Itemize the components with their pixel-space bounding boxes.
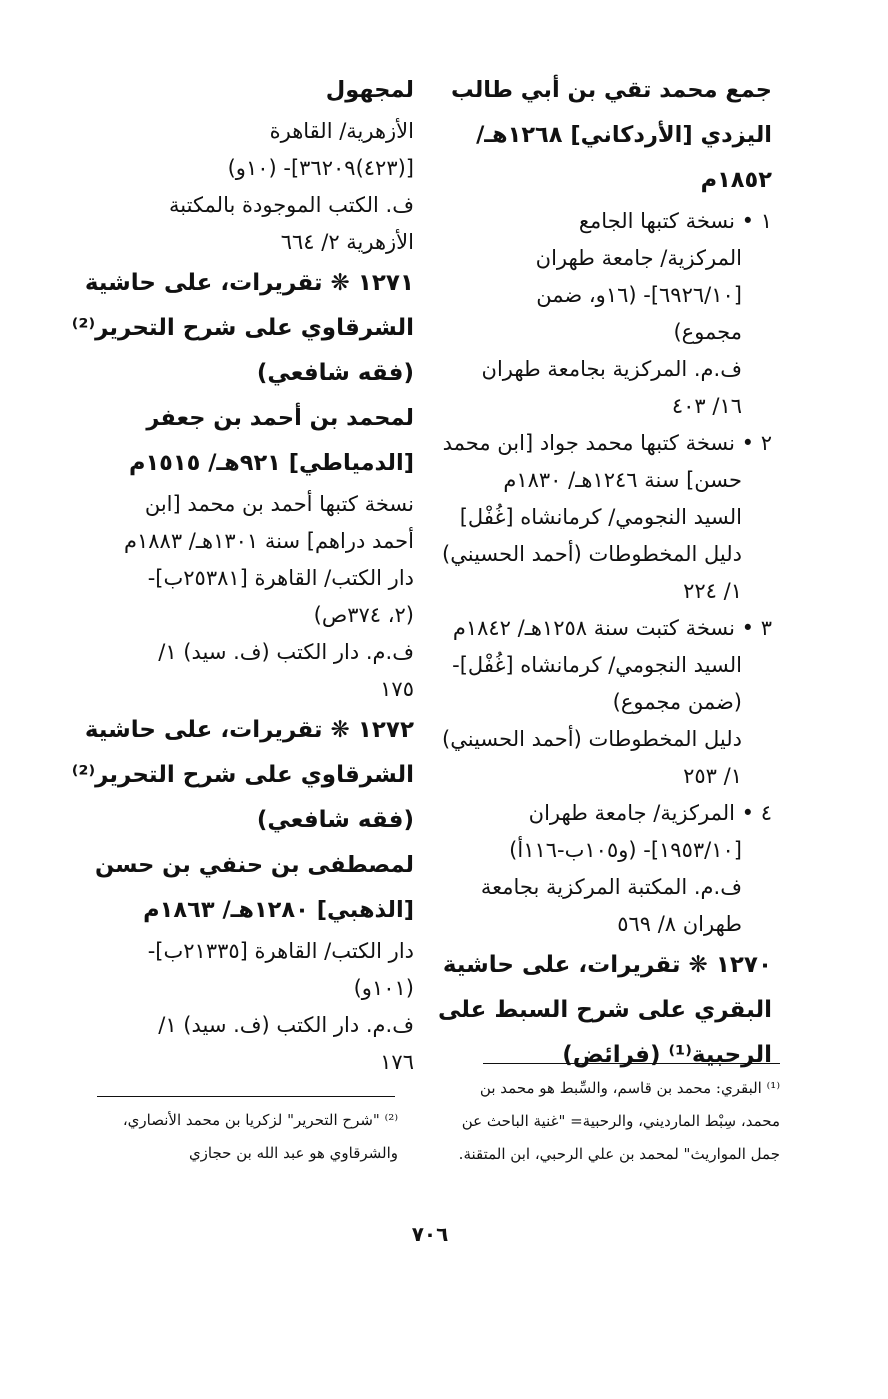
copy-line: (١٠١و) bbox=[353, 976, 414, 1000]
copy-line: دار الكتب/ القاهرة [٢١٣٣٥ب]- bbox=[147, 939, 414, 963]
entry-title: الشرقاوي على شرح التحرير⁽²⁾ bbox=[71, 762, 414, 788]
copy-line: ١/ ٢٢٤ bbox=[683, 579, 742, 603]
author-line: ١٨٥٢م bbox=[700, 167, 772, 193]
author-line: [الذهبي] ١٢٨٠هـ/ ١٨٦٣م bbox=[143, 897, 414, 923]
author-line: اليزدي [الأردكاني] ١٢٦٨هـ/ bbox=[476, 122, 772, 148]
copy-line: المركزية/ جامعة طهران bbox=[535, 246, 742, 270]
entry-title: (فقه شافعي) bbox=[256, 360, 414, 386]
copy-line: ٣ • نسخة كتبت سنة ١٢٥٨هـ/ ١٨٤٢م bbox=[452, 616, 772, 640]
copy-line: دار الكتب/ القاهرة [٢٥٣٨١ب]- bbox=[147, 566, 414, 590]
author-line: لمجهول bbox=[325, 77, 414, 103]
author-line: جمع محمد تقي بن أبي طالب bbox=[451, 77, 772, 103]
copy-line: ف.م. المكتبة المركزية بجامعة bbox=[480, 875, 742, 899]
copy-line: السيد النجومي/ كرمانشاه [غُفْل] bbox=[459, 505, 742, 529]
entry-title: ١٢٧٠ ❋ تقريرات، على حاشية bbox=[442, 952, 772, 978]
author-line: [الدمياطي] ٩٢١هـ/ ١٥١٥م bbox=[128, 450, 414, 476]
entry-title: البقري على شرح السبط على bbox=[437, 997, 772, 1023]
copy-line: دليل المخطوطات (أحمد الحسيني) bbox=[442, 727, 742, 751]
copy-line: مجموع) bbox=[673, 320, 742, 344]
copy-line: (٢، ٣٧٤ص) bbox=[313, 603, 414, 627]
footnote-line: محمد، سِبْط المارديني، والرحبية= "غنية الباحث عن bbox=[461, 1112, 780, 1130]
entry-title: (فقه شافعي) bbox=[256, 807, 414, 833]
copy-line: دليل المخطوطات (أحمد الحسيني) bbox=[442, 542, 742, 566]
copy-line: نسخة كتبها أحمد بن محمد [ابن bbox=[144, 492, 414, 516]
copy-line: ١٦/ ٤٠٣ bbox=[671, 394, 742, 418]
copy-line: (ضمن مجموع) bbox=[612, 690, 742, 714]
entry-title: الشرقاوي على شرح التحرير⁽²⁾ bbox=[71, 315, 414, 341]
copy-line: ٢ • نسخة كتبها محمد جواد [ابن محمد bbox=[442, 431, 772, 455]
footnote-line: ⁽¹⁾ البقري: محمد بن قاسم، والسِّبط هو محمد بن bbox=[479, 1079, 780, 1097]
right-column bbox=[437, 68, 772, 1078]
copy-line: الأزهرية/ القاهرة bbox=[269, 119, 414, 143]
footnote-rule bbox=[483, 1063, 780, 1064]
copy-line: ف.م. دار الكتب (ف. سيد) ١/ bbox=[158, 640, 414, 664]
copy-line: ٤ • المركزية/ جامعة طهران bbox=[528, 801, 772, 825]
author-line: لمصطفى بن حنفي بن حسن bbox=[94, 852, 414, 878]
copy-line: ف.م. دار الكتب (ف. سيد) ١/ bbox=[158, 1013, 414, 1037]
footnote-left bbox=[60, 1104, 398, 1170]
footnote-line: والشرقاوي هو عبد الله بن حجازي bbox=[188, 1144, 398, 1162]
copy-line: حسن] سنة ١٢٤٦هـ/ ١٨٣٠م bbox=[503, 468, 742, 492]
copy-line: طهران ٨/ ٥٦٩ bbox=[617, 912, 742, 936]
footnote-rule bbox=[97, 1096, 395, 1097]
left-column bbox=[62, 68, 414, 1081]
copy-line: ١٧٦ bbox=[380, 1050, 414, 1074]
copy-line: الأزهرية ٢/ ٦٦٤ bbox=[280, 230, 414, 254]
footnote-line: ⁽²⁾ "شرح التحرير" لزكريا بن محمد الأنصاري، bbox=[122, 1111, 398, 1129]
copy-line: ف.م. المركزية بجامعة طهران bbox=[481, 357, 742, 381]
copy-line: السيد النجومي/ كرمانشاه [غُفْل]- bbox=[452, 653, 742, 677]
copy-line: [٦٩٢٦/١٠]- (١٦و، ضمن bbox=[536, 283, 742, 307]
entry-title: ١٢٧١ ❋ تقريرات، على حاشية bbox=[84, 270, 414, 296]
copy-line: [(٤٢٣)٣٦٢٠٩]- (١٠و) bbox=[227, 156, 414, 180]
copy-line: ١/ ٢٥٣ bbox=[683, 764, 742, 788]
copy-line: ف. الكتب الموجودة بالمكتبة bbox=[169, 193, 414, 217]
footnote-line: جمل المواريث" لمحمد بن علي الرحبي، ابن المتقنة. bbox=[458, 1145, 780, 1163]
author-line: لمحمد بن أحمد بن جعفر bbox=[146, 405, 414, 431]
copy-line: [١٩٥٣/١٠]- (و١٠٥ب-١١٦أ) bbox=[509, 838, 742, 862]
entry-title: ١٢٧٢ ❋ تقريرات، على حاشية bbox=[84, 717, 414, 743]
copy-line: ١٧٥ bbox=[380, 677, 414, 701]
page-number: ٧٠٦ bbox=[411, 1222, 449, 1246]
copy-line: أحمد دراهم] سنة ١٣٠١هـ/ ١٨٨٣م bbox=[123, 529, 414, 553]
copy-line: ١ • نسخة كتبها الجامع bbox=[578, 209, 772, 233]
entry-title: الرحبية⁽¹⁾ (فرائض) bbox=[562, 1042, 772, 1068]
footnote-right bbox=[436, 1072, 780, 1171]
